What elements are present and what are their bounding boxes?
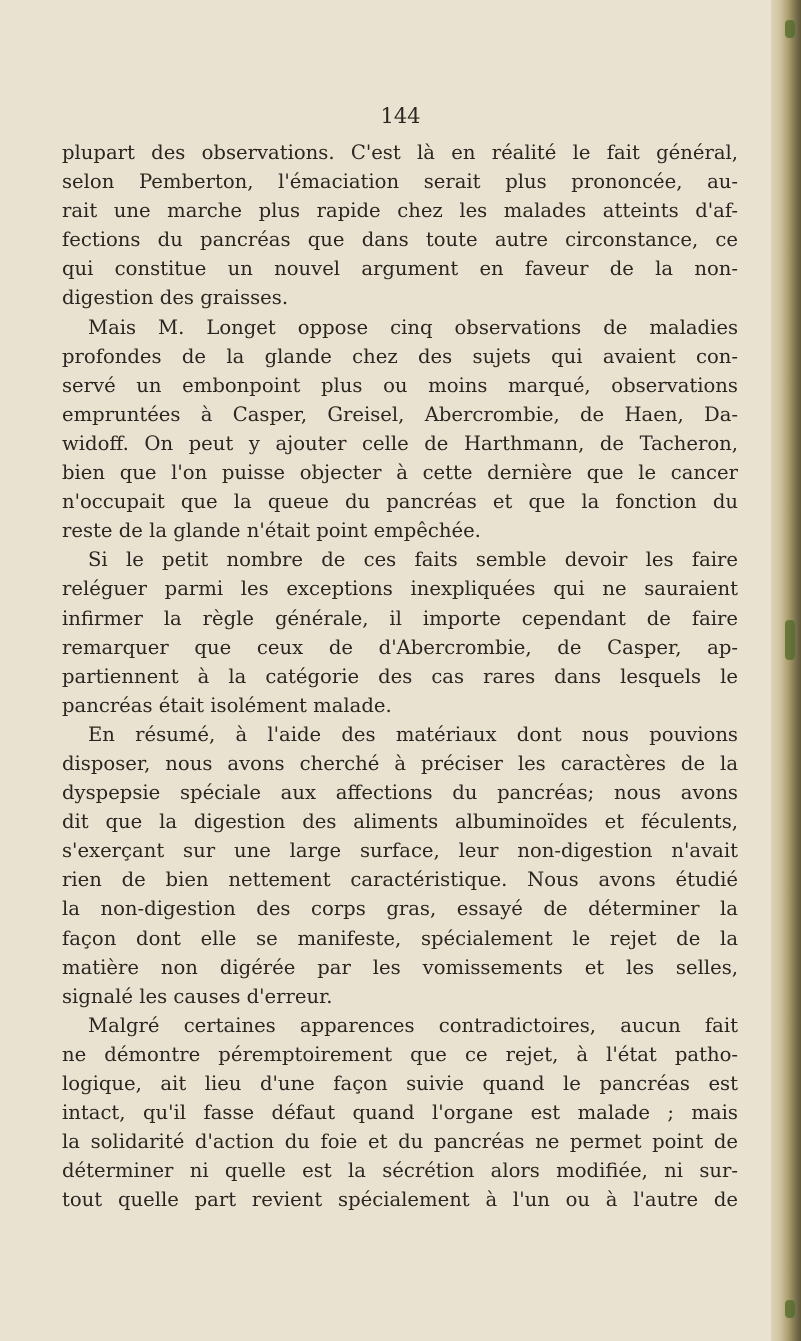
text-line: remarquer que ceux de d'Abercrombie, de Casper, ap- bbox=[62, 635, 738, 659]
text-line: digestion des graisses. bbox=[62, 286, 289, 310]
text-line: infirmer la règle générale, il importe cependant de faire bbox=[62, 606, 738, 630]
text-line: bien que l'on puisse objecter à cette dernière que le cancer bbox=[62, 461, 738, 485]
text-line: s'exerçant sur une large surface, leur non-digestion n'avait bbox=[62, 839, 738, 863]
text-line: profondes de la glande chez des sujets qui avaient con- bbox=[62, 344, 738, 368]
body-text bbox=[62, 138, 738, 1214]
text-line: tout quelle part revient spécialement à l'un ou à l'autre de bbox=[62, 1188, 738, 1212]
text-line: partiennent à la catégorie des cas rares dans lesquels le bbox=[62, 664, 738, 688]
text-line: Malgré certaines apparences contradictoires, aucun fait bbox=[88, 1013, 738, 1037]
text-line: intact, qu'il fasse défaut quand l'organe est malade ; mais bbox=[62, 1101, 738, 1125]
text-line: dyspepsie spéciale aux affections du pancréas; nous avons bbox=[62, 781, 738, 805]
text-line: reléguer parmi les exceptions inexpliquées qui ne sauraient bbox=[62, 577, 738, 601]
text-line: ne démontre péremptoirement que ce rejet, à l'état patho- bbox=[62, 1042, 738, 1066]
page-number: 144 bbox=[380, 104, 421, 128]
text-line: déterminer ni quelle est la sécrétion alors modifiée, ni sur- bbox=[62, 1159, 738, 1183]
text-line: rien de bien nettement caractéristique. Nous avons étudié bbox=[62, 868, 738, 892]
edge-stain bbox=[785, 20, 795, 38]
text-line: pancréas était isolément malade. bbox=[62, 693, 392, 717]
text-line: reste de la glande n'était point empêchée. bbox=[62, 519, 481, 543]
text-line: façon dont elle se manifeste, spécialement le rejet de la bbox=[62, 926, 738, 950]
text-line: empruntées à Casper, Greisel, Abercrombie, de Haen, Da- bbox=[62, 402, 738, 426]
text-line: matière non digérée par les vomissements et les selles, bbox=[62, 955, 738, 979]
text-line: En résumé, à l'aide des matériaux dont nous pouvions bbox=[88, 722, 738, 746]
text-line: Si le petit nombre de ces faits semble devoir les faire bbox=[88, 548, 738, 572]
text-line: qui constitue un nouvel argument en faveur de la non- bbox=[62, 257, 738, 281]
text-line: signalé les causes d'erreur. bbox=[62, 984, 333, 1008]
text-line: n'occupait que la queue du pancréas et que la fonction du bbox=[62, 490, 738, 514]
page-binding-edge bbox=[771, 0, 801, 1341]
text-line: disposer, nous avons cherché à préciser les caractères de la bbox=[62, 751, 738, 775]
text-line: la non-digestion des corps gras, essayé de déterminer la bbox=[62, 897, 738, 921]
text-line: fections du pancréas que dans toute autre circonstance, ce bbox=[62, 228, 738, 252]
text-line: la solidarité d'action du foie et du pancréas ne permet point de bbox=[62, 1130, 738, 1154]
text-line: servé un embonpoint plus ou moins marqué, observations bbox=[62, 373, 738, 397]
text-line: rait une marche plus rapide chez les malades atteints d'af- bbox=[62, 199, 738, 223]
text-line: Mais M. Longet oppose cinq observations de maladies bbox=[88, 315, 738, 339]
edge-stain bbox=[785, 620, 795, 660]
text-line: plupart des observations. C'est là en réalité le fait général, bbox=[62, 141, 738, 164]
text-line: logique, ait lieu d'une façon suivie quand le pancréas est bbox=[62, 1072, 738, 1095]
text-line: widoff. On peut y ajouter celle de Harthmann, de Tacheron, bbox=[62, 431, 738, 455]
edge-stain bbox=[785, 1300, 795, 1318]
text-line: selon Pemberton, l'émaciation serait plus prononcée, au- bbox=[62, 170, 738, 194]
text-line: dit que la digestion des aliments albuminoïdes et féculents, bbox=[62, 810, 738, 834]
